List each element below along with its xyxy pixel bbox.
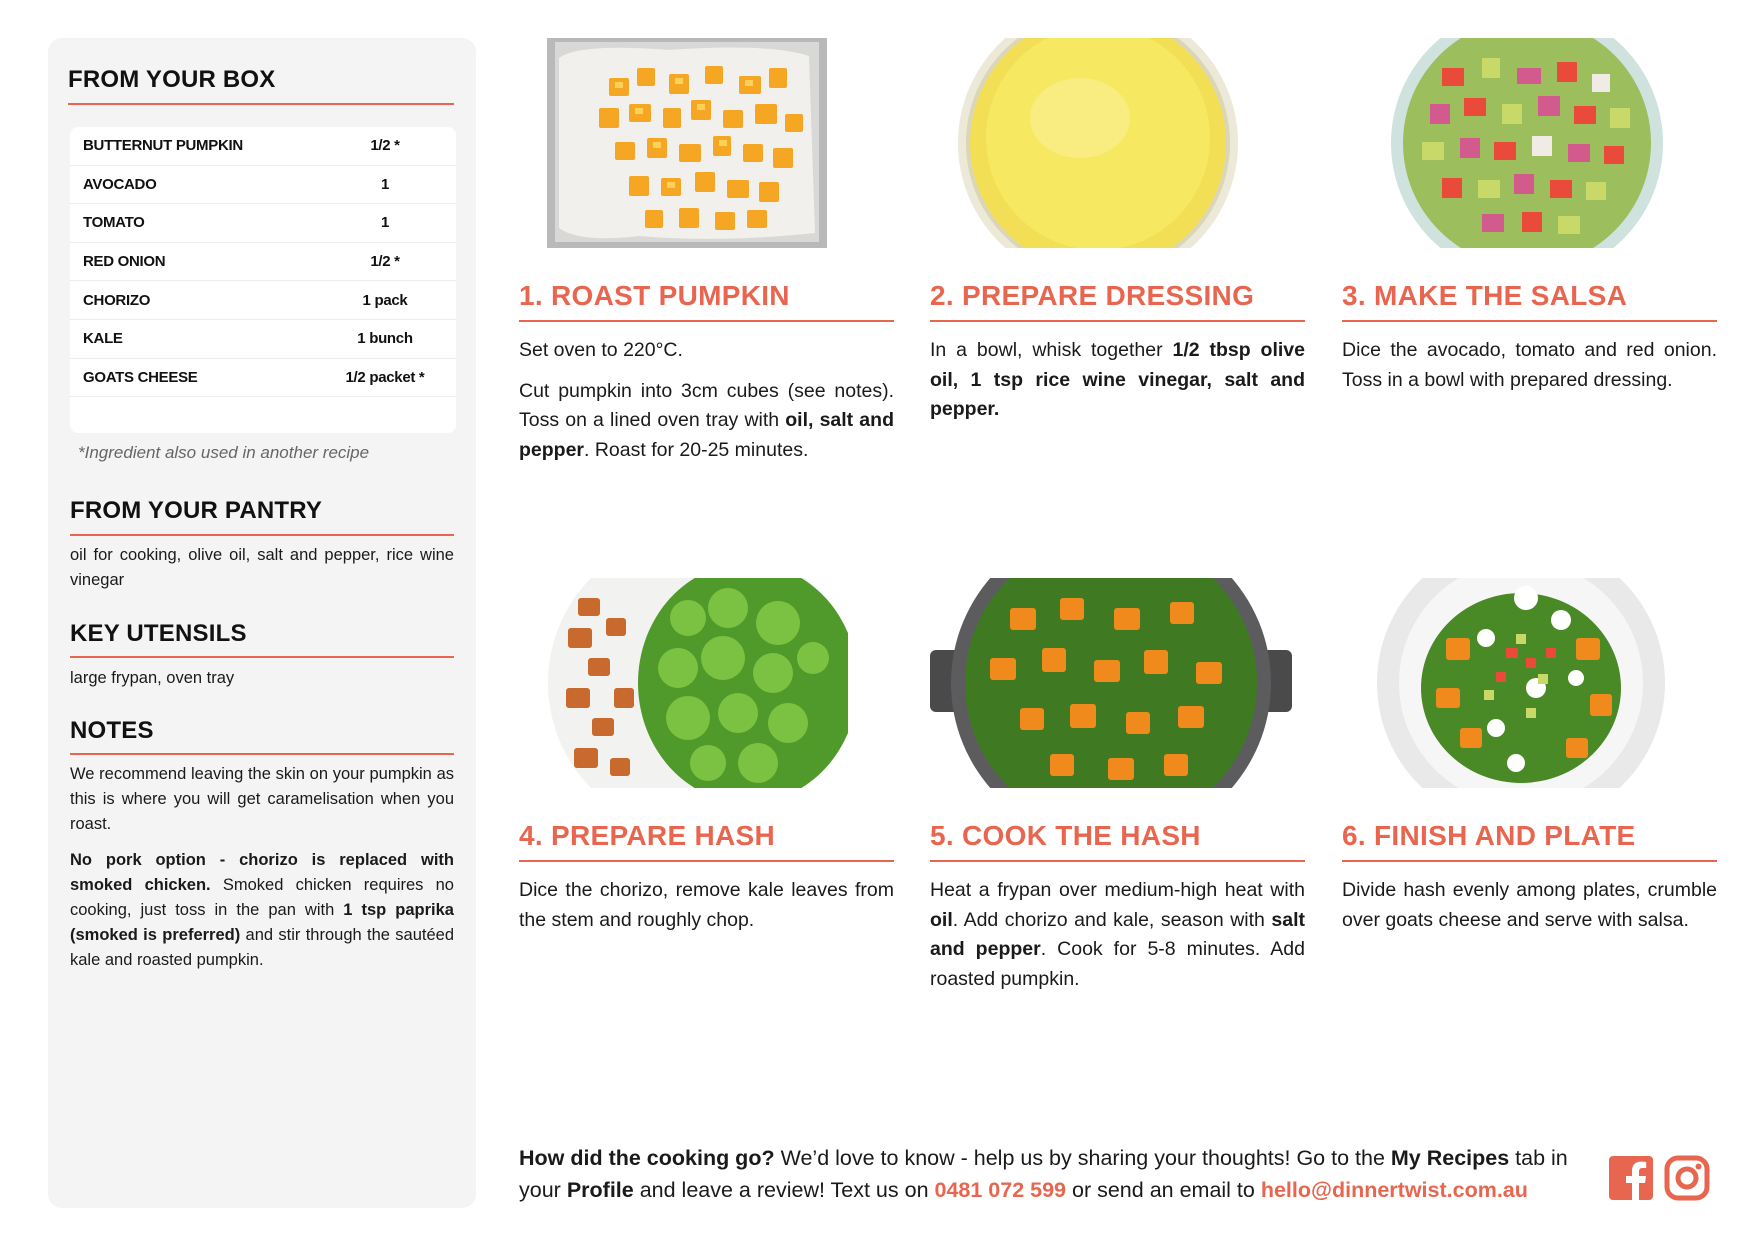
step-4-title: 4. PREPARE HASH	[519, 820, 776, 851]
step-text-run: In a bowl, whisk together	[930, 339, 1173, 361]
pantry-title-rule	[70, 534, 454, 536]
step-text-run: . Roast for 20-25 minutes.	[584, 438, 809, 461]
footer-text: tab in your	[519, 1146, 1568, 1202]
cook-hash-photo	[930, 578, 1292, 788]
paprika-amount: 1 tsp paprika (smoked is preferred)	[70, 901, 454, 944]
finish-plate-photo	[1376, 578, 1666, 788]
key-utensils-title: KEY UTENSILS	[70, 620, 247, 647]
step-6-text: Divide hash evenly among plates, crumble over goats cheese and serve with salsa.	[1342, 879, 1717, 931]
from-your-box-title: FROM YOUR BOX	[68, 66, 276, 93]
notes-paragraph-1: We recommend leaving the skin on your pumpkin as this is where you will get caramelisation when you roast.	[70, 765, 454, 833]
utensils-text: large frypan, oven tray	[70, 669, 235, 687]
profile-link[interactable]: Profile	[566, 1177, 634, 1202]
step-2-rule	[930, 320, 1305, 322]
feedback-footer	[519, 1143, 1579, 1206]
plate-illustration	[1376, 578, 1666, 788]
ingredient-qty: 1/2 *	[370, 253, 400, 271]
step-2-text	[930, 336, 1305, 425]
notes-text: and stir through the sautéed kale and roasted pumpkin.	[70, 926, 454, 969]
step-1-paragraph-1: Set oven to 220°C.	[519, 339, 683, 361]
ingredient-row	[70, 359, 456, 398]
notes-text: Smoked chicken requires no cooking, just toss in the pan with	[70, 876, 454, 919]
step-4-rule	[519, 860, 894, 862]
bowl-illustration	[930, 38, 1266, 248]
ingredient-name: GOATS CHEESE	[83, 368, 198, 386]
no-pork-option: No pork option - chorizo is replaced with smoked chicken.	[70, 851, 454, 894]
footer-text: We’d love to know - help us by sharing your thoughts! Go to the	[774, 1146, 1391, 1170]
ingredient-qty: 1 pack	[362, 291, 408, 309]
pantry-text: oil for cooking, olive oil, salt and pepper, rice wine vinegar	[70, 546, 454, 589]
step-3-title: 3. MAKE THE SALSA	[1342, 280, 1628, 311]
notes-paragraph-2	[70, 848, 454, 973]
notes-title: NOTES	[70, 717, 154, 744]
ingredient-row	[70, 243, 456, 282]
ingredient-name: AVOCADO	[83, 175, 157, 193]
facebook-icon[interactable]	[1608, 1155, 1654, 1201]
step-6-title: 6. FINISH AND PLATE	[1342, 820, 1636, 851]
email-link[interactable]: hello@dinnertwist.com.au	[1260, 1177, 1528, 1202]
footer-text: and leave a review! Text us on	[633, 1177, 935, 1202]
ingredient-qty: 1	[380, 214, 390, 232]
step-3-rule	[1342, 320, 1717, 322]
box-title-rule	[68, 103, 454, 105]
ingredient-row	[70, 166, 456, 205]
step-text-bold: salt and pepper	[930, 908, 1305, 960]
ingredient-row	[70, 281, 456, 320]
step-text-run: Heat a frypan over medium-high heat with	[930, 879, 1305, 901]
step-1-text	[519, 336, 894, 465]
box-ingredients-table	[70, 127, 456, 433]
roast-pumpkin-photo	[519, 38, 855, 248]
ingredient-footnote: *Ingredient also used in another recipe	[78, 443, 370, 462]
footer-text: or send an email to	[1066, 1177, 1261, 1202]
step-5-rule	[930, 860, 1305, 862]
from-your-pantry-title: FROM YOUR PANTRY	[70, 497, 323, 524]
frypan-illustration	[930, 578, 1292, 788]
ingredient-row	[70, 204, 456, 243]
step-text-bold: 1/2 tbsp olive oil, 1 tsp rice wine vinegar, salt and pepper.	[930, 339, 1305, 420]
step-1-paragraph-2	[519, 377, 894, 466]
hash-board-illustration	[548, 578, 848, 788]
step-text-run: Cut pumpkin into 3cm cubes (see notes). Toss on a lined oven tray with	[519, 379, 894, 431]
step-2-title: 2. PREPARE DRESSING	[930, 280, 1255, 311]
step-4-text: Dice the chorizo, remove kale leaves from the stem and roughly chop.	[519, 879, 894, 931]
step-3-text: Dice the avocado, tomato and red onion. Toss in a bowl with prepared dressing.	[1342, 339, 1717, 391]
salsa-photo	[1342, 38, 1678, 248]
step-text-run: . Add chorizo and kale, season with	[952, 908, 1272, 931]
salsa-bowl-illustration	[1342, 38, 1678, 248]
step-text-bold: oil	[930, 908, 953, 931]
ingredient-qty: 1/2 *	[370, 137, 400, 155]
step-5-title: 5. COOK THE HASH	[930, 820, 1201, 851]
step-text-run: . Cook for 5-8 minutes. Add roasted pumpkin.	[930, 938, 1305, 990]
ingredient-name: BUTTERNUT PUMPKIN	[83, 137, 243, 155]
ingredient-qty: 1 bunch	[357, 330, 413, 348]
utensils-title-rule	[70, 656, 454, 658]
ingredient-qty: 1/2 packet *	[345, 368, 425, 386]
ingredient-name: CHORIZO	[83, 291, 151, 309]
feedback-question: How did the cooking go?	[519, 1146, 775, 1170]
ingredient-name: KALE	[83, 330, 123, 348]
step-1-rule	[519, 320, 894, 322]
step-1-title: 1. ROAST PUMPKIN	[519, 280, 790, 311]
prepare-hash-photo	[548, 578, 848, 788]
tray-illustration	[519, 38, 855, 248]
dressing-photo	[930, 38, 1266, 248]
step-text-bold: oil, salt and pepper	[519, 409, 894, 461]
step-5-text	[930, 876, 1305, 994]
ingredient-name: RED ONION	[83, 253, 166, 271]
instagram-icon[interactable]	[1664, 1155, 1710, 1201]
ingredient-row	[70, 127, 456, 166]
ingredient-qty: 1	[380, 175, 390, 193]
my-recipes-link[interactable]: My Recipes	[1390, 1146, 1510, 1170]
step-6-rule	[1342, 860, 1717, 862]
ingredient-name: TOMATO	[83, 214, 145, 232]
phone-link[interactable]: 0481 072 599	[934, 1177, 1067, 1202]
notes-title-rule	[70, 753, 454, 755]
ingredient-row	[70, 320, 456, 359]
